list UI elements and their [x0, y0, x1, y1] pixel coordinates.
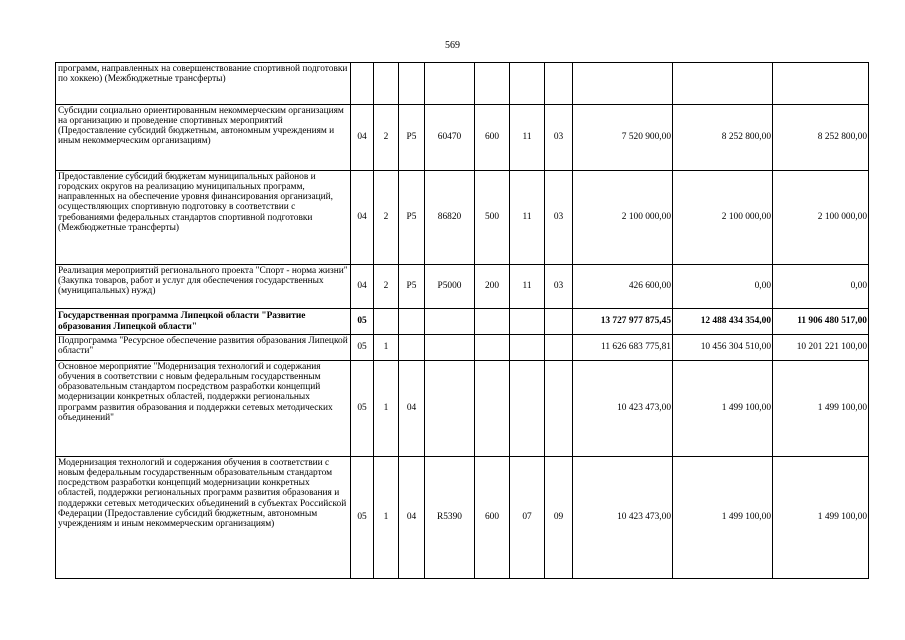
subprogram-code-cell: [374, 63, 399, 105]
amount-year-1-cell: 13 727 977 875,45: [573, 309, 673, 335]
program-code-cell: 05: [351, 335, 374, 361]
section-cell: 11: [510, 105, 545, 171]
direction-code-cell: [425, 309, 475, 335]
program-code-cell: 05: [351, 309, 374, 335]
item-name-cell: Модернизация технологий и содержания обучения в соответствии с новым федеральным государственным образовательным стандартом посредством разработки концепций модернизации конкретных областей, поддержки региональных программ развития образования и поддержки сетевых методических объединений в субъектах Российской Федерации (Предоставление субсидий бюджетным, автономным учреждениям и иным некоммерческим организациям): [56, 457, 351, 579]
main-event-code-cell: [399, 335, 425, 361]
amount-year-2-cell: [673, 63, 773, 105]
subprogram-code-cell: 1: [374, 361, 399, 457]
amount-year-3-cell: 11 906 480 517,00: [773, 309, 869, 335]
item-name-cell: программ, направленных на совершенствование спортивной подготовки по хоккею) (Межбюджетные трансферты): [56, 63, 351, 105]
subsection-cell: [545, 309, 573, 335]
item-name-cell: Предоставление субсидий бюджетам муниципальных районов и городских округов на реализацию муниципальных программ, направленных на обеспечение уровня финансирования организаций, осуществляющих спортивную подготовку в соответствии с требованиями федеральных стандартов спортивной подготовки (Межбюджетные трансферты): [56, 171, 351, 265]
table-row: [56, 335, 869, 361]
page-number: 569: [445, 40, 460, 51]
program-code-cell: 04: [351, 171, 374, 265]
amount-year-1-cell: 10 423 473,00: [573, 361, 673, 457]
table-row: [56, 265, 869, 309]
amount-year-3-cell: 1 499 100,00: [773, 361, 869, 457]
main-event-code-cell: [399, 63, 425, 105]
item-name-cell: Основное мероприятие "Модернизация технологий и содержания обучения в соответствии с новым федеральным государственным образовательным стандартом посредством разработки концепций модернизации конкретных областей, поддержки региональных программ развития образования и поддержки сетевых методических объединений": [56, 361, 351, 457]
amount-year-3-cell: 0,00: [773, 265, 869, 309]
amount-year-2-cell: 10 456 304 510,00: [673, 335, 773, 361]
expense-type-cell: 200: [475, 265, 510, 309]
item-name-cell: Государственная программа Липецкой области "Развитие образования Липецкой области": [56, 309, 351, 335]
main-event-code-cell: P5: [399, 105, 425, 171]
program-code-cell: [351, 63, 374, 105]
program-code-cell: 05: [351, 457, 374, 579]
expense-type-cell: 600: [475, 457, 510, 579]
subprogram-code-cell: 2: [374, 105, 399, 171]
main-event-code-cell: P5: [399, 171, 425, 265]
subsection-cell: [545, 361, 573, 457]
amount-year-3-cell: 8 252 800,00: [773, 105, 869, 171]
direction-code-cell: [425, 63, 475, 105]
table-row: [56, 309, 869, 335]
subsection-cell: [545, 63, 573, 105]
expense-type-cell: 500: [475, 171, 510, 265]
section-cell: 11: [510, 265, 545, 309]
amount-year-3-cell: 1 499 100,00: [773, 457, 869, 579]
main-event-code-cell: P5: [399, 265, 425, 309]
direction-code-cell: R5390: [425, 457, 475, 579]
item-name-cell: Реализация мероприятий регионального проекта "Спорт - норма жизни" (Закупка товаров, работ и услуг для обеспечения государственных (муниципальных) нужд): [56, 265, 351, 309]
subsection-cell: 09: [545, 457, 573, 579]
table-row: [56, 361, 869, 457]
subsection-cell: 03: [545, 105, 573, 171]
amount-year-1-cell: 10 423 473,00: [573, 457, 673, 579]
section-cell: [510, 361, 545, 457]
main-event-code-cell: [399, 309, 425, 335]
table-row: [56, 105, 869, 171]
direction-code-cell: [425, 335, 475, 361]
subprogram-code-cell: 1: [374, 335, 399, 361]
expense-type-cell: [475, 309, 510, 335]
program-code-cell: 05: [351, 361, 374, 457]
subprogram-code-cell: [374, 309, 399, 335]
subsection-cell: [545, 335, 573, 361]
amount-year-2-cell: 2 100 000,00: [673, 171, 773, 265]
program-code-cell: 04: [351, 265, 374, 309]
item-name-cell: Подпрограмма "Ресурсное обеспечение развития образования Липецкой области": [56, 335, 351, 361]
subprogram-code-cell: 1: [374, 457, 399, 579]
subprogram-code-cell: 2: [374, 265, 399, 309]
table-row: [56, 63, 869, 105]
amount-year-1-cell: 11 626 683 775,81: [573, 335, 673, 361]
program-code-cell: 04: [351, 105, 374, 171]
amount-year-2-cell: 12 488 434 354,00: [673, 309, 773, 335]
amount-year-3-cell: 10 201 221 100,00: [773, 335, 869, 361]
direction-code-cell: 60470: [425, 105, 475, 171]
amount-year-1-cell: 7 520 900,00: [573, 105, 673, 171]
direction-code-cell: 86820: [425, 171, 475, 265]
amount-year-3-cell: [773, 63, 869, 105]
section-cell: [510, 335, 545, 361]
direction-code-cell: [425, 361, 475, 457]
item-name-cell: Субсидии социально ориентированным некоммерческим организациям на организацию и проведение спортивных мероприятий (Предоставление субсидий бюджетным, автономным учреждениям и иным некоммерческим организациям): [56, 105, 351, 171]
budget-table: [55, 62, 869, 579]
subprogram-code-cell: 2: [374, 171, 399, 265]
section-cell: 07: [510, 457, 545, 579]
main-event-code-cell: 04: [399, 457, 425, 579]
amount-year-2-cell: 8 252 800,00: [673, 105, 773, 171]
amount-year-1-cell: [573, 63, 673, 105]
subsection-cell: 03: [545, 265, 573, 309]
section-cell: [510, 63, 545, 105]
expense-type-cell: [475, 335, 510, 361]
amount-year-1-cell: 426 600,00: [573, 265, 673, 309]
main-event-code-cell: 04: [399, 361, 425, 457]
section-cell: [510, 309, 545, 335]
expense-type-cell: 600: [475, 105, 510, 171]
amount-year-2-cell: 1 499 100,00: [673, 361, 773, 457]
expense-type-cell: [475, 63, 510, 105]
amount-year-2-cell: 0,00: [673, 265, 773, 309]
expense-type-cell: [475, 361, 510, 457]
subsection-cell: 03: [545, 171, 573, 265]
amount-year-1-cell: 2 100 000,00: [573, 171, 673, 265]
direction-code-cell: P5000: [425, 265, 475, 309]
table-row: [56, 171, 869, 265]
table-row: [56, 457, 869, 579]
table-body: [56, 63, 869, 579]
amount-year-3-cell: 2 100 000,00: [773, 171, 869, 265]
amount-year-2-cell: 1 499 100,00: [673, 457, 773, 579]
section-cell: 11: [510, 171, 545, 265]
